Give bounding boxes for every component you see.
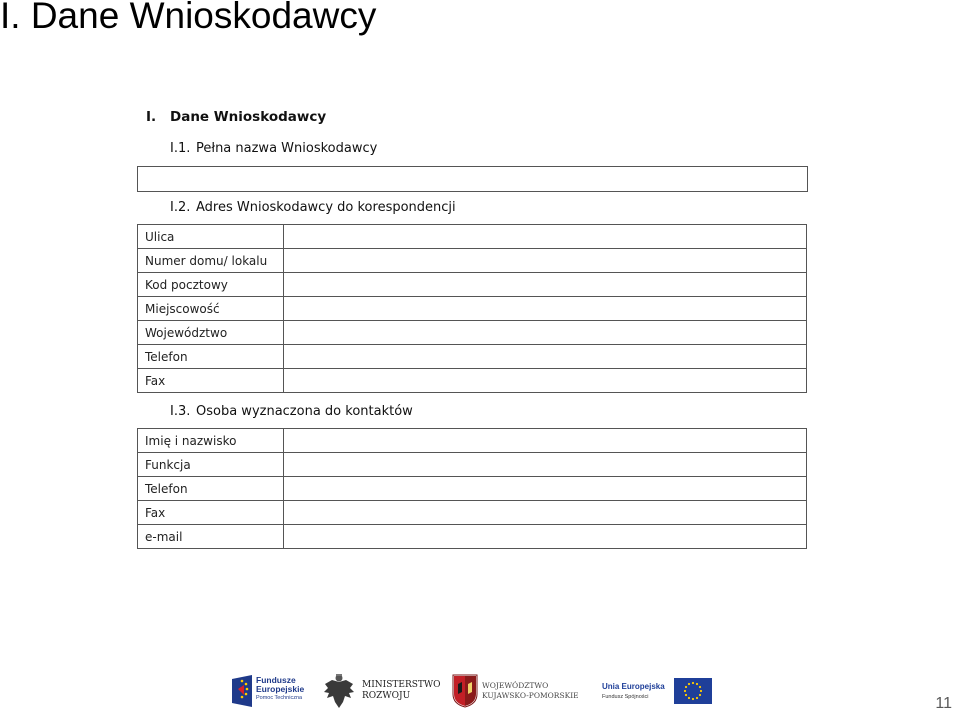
wojewodztwo-kujawsko-pomorskie-logo <box>452 672 592 710</box>
footer-logos <box>232 672 712 710</box>
address-label-house-number: Numer domu/ lokalu <box>138 249 284 273</box>
subsection-2-number: I.2. <box>170 200 191 215</box>
applicant-full-name-field[interactable] <box>137 166 808 192</box>
ministerstwo-rozwoju-logo <box>322 672 442 710</box>
address-house-number-field[interactable] <box>284 249 807 273</box>
contact-email-field[interactable] <box>284 525 807 549</box>
table-row <box>138 501 807 525</box>
address-label-street: Ulica <box>138 225 284 249</box>
page-number: 11 <box>935 695 952 712</box>
address-label-postal-code: Kod pocztowy <box>138 273 284 297</box>
ue-line2: Fundusz Spójności <box>602 694 649 700</box>
section-number: I. <box>146 109 157 125</box>
address-label-city: Miejscowość <box>138 297 284 321</box>
subsection-2-heading <box>170 200 456 215</box>
white-eagle-emblem-icon <box>322 672 356 710</box>
contact-fax-field[interactable] <box>284 501 807 525</box>
contact-label-full-name: Imię i nazwisko <box>138 429 284 453</box>
min-line1: MINISTERSTWO <box>362 680 441 690</box>
address-label-phone: Telefon <box>138 345 284 369</box>
table-row <box>138 525 807 549</box>
table-row <box>138 297 807 321</box>
table-row <box>138 273 807 297</box>
contact-label-fax: Fax <box>138 501 284 525</box>
contact-label-phone: Telefon <box>138 477 284 501</box>
min-line2: ROZWOJU <box>362 691 411 701</box>
address-postal-code-field[interactable] <box>284 273 807 297</box>
subsection-2-title: Adres Wnioskodawcy do korespondencji <box>196 200 456 215</box>
subsection-1-number: I.1. <box>170 141 191 156</box>
woj-line2: KUJAWSKO-POMORSKIE <box>482 691 579 700</box>
address-city-field[interactable] <box>284 297 807 321</box>
regional-coat-of-arms-icon <box>452 674 478 708</box>
contact-position-field[interactable] <box>284 453 807 477</box>
ue-line1: Unia Europejska <box>602 682 665 691</box>
address-table <box>137 224 807 393</box>
contact-person-table <box>137 428 807 549</box>
contact-label-email: e-mail <box>138 525 284 549</box>
fe-line3: Pomoc Techniczna <box>256 695 303 701</box>
subsection-1-title: Pełna nazwa Wnioskodawcy <box>196 141 378 156</box>
section-heading <box>146 109 326 125</box>
table-row <box>138 345 807 369</box>
slide-title: I. Dane Wnioskodawcy <box>0 0 377 36</box>
table-row <box>138 369 807 393</box>
table-row <box>138 321 807 345</box>
address-voivodeship-field[interactable] <box>284 321 807 345</box>
woj-line1: WOJEWÓDZTWO <box>482 681 549 690</box>
subsection-3-heading <box>170 404 413 419</box>
address-label-voivodeship: Województwo <box>138 321 284 345</box>
fundusze-europejskie-emblem-icon <box>232 675 252 707</box>
subsection-3-number: I.3. <box>170 404 191 419</box>
section-title: Dane Wnioskodawcy <box>170 109 327 125</box>
eu-flag-icon <box>674 678 712 704</box>
address-phone-field[interactable] <box>284 345 807 369</box>
table-row <box>138 429 807 453</box>
subsection-3-title: Osoba wyznaczona do kontaktów <box>196 404 413 419</box>
table-row <box>138 225 807 249</box>
fundusze-europejskie-logo <box>232 672 314 710</box>
address-fax-field[interactable] <box>284 369 807 393</box>
fe-line2: Europejskie <box>256 684 305 694</box>
contact-full-name-field[interactable] <box>284 429 807 453</box>
contact-phone-field[interactable] <box>284 477 807 501</box>
table-row <box>138 249 807 273</box>
subsection-1-heading <box>170 141 377 156</box>
fe-line1: Fundusze <box>256 675 296 685</box>
unia-europejska-logo <box>602 672 714 710</box>
address-label-fax: Fax <box>138 369 284 393</box>
table-row <box>138 477 807 501</box>
contact-label-position: Funkcja <box>138 453 284 477</box>
table-row <box>138 453 807 477</box>
address-street-field[interactable] <box>284 225 807 249</box>
